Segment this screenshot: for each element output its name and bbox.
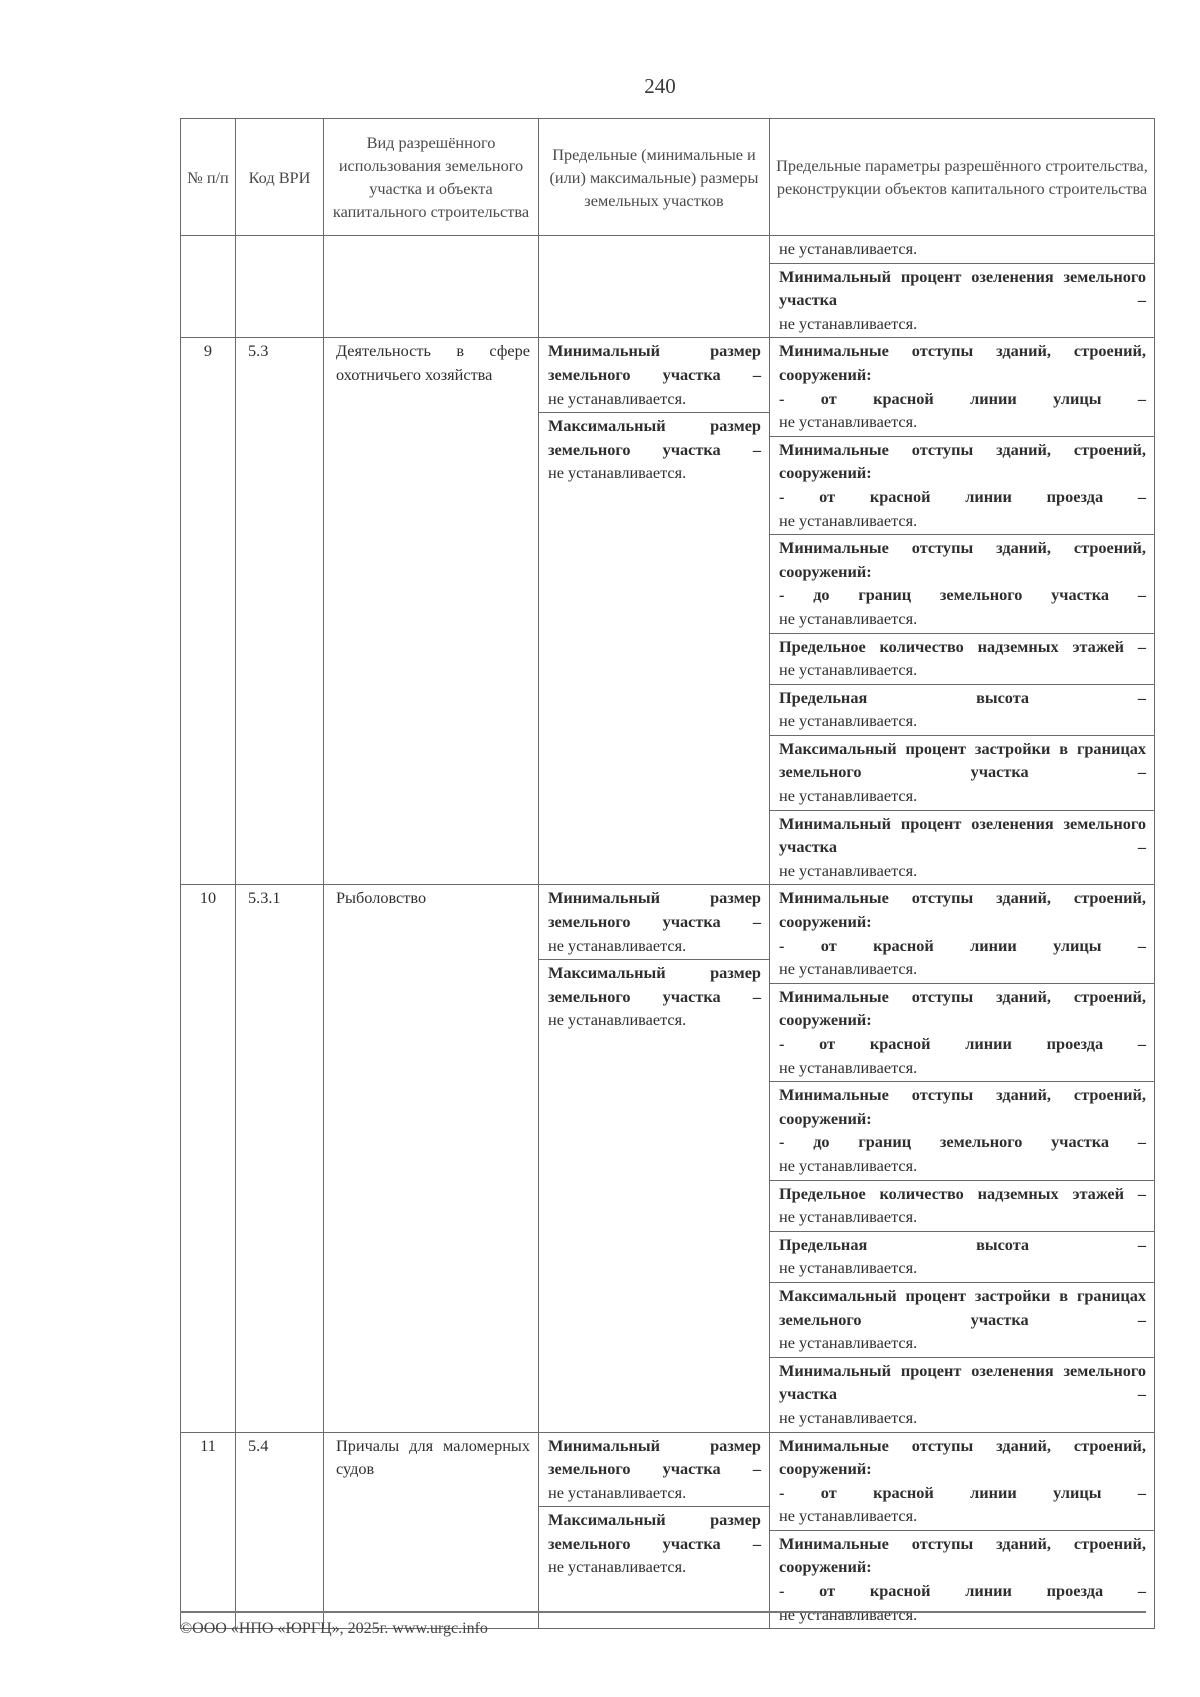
row-use-name: Рыболовство	[336, 888, 427, 908]
param-sublabel: - от красной линии улицы –	[779, 1482, 1146, 1502]
param-value: не устанавливается.	[779, 412, 918, 432]
size-block	[539, 338, 769, 412]
table-row	[181, 1432, 1155, 1629]
table-row	[181, 338, 1155, 885]
size-label: Минимальный размер земельного участка –	[548, 1435, 761, 1479]
param-block	[770, 338, 1154, 435]
param-label: Минимальные отступы зданий, строений, сооружений:	[779, 538, 1146, 581]
param-value: не устанавливается.	[779, 510, 918, 530]
header-plot-sizes: Предельные (минимальные и (или) максимальные) размеры земельных участков	[539, 119, 770, 236]
param-sublabel: - от красной линии улицы –	[779, 388, 1146, 408]
param-label: Минимальный процент озеленения земельного участка –	[779, 266, 1146, 310]
param-label: Предельное количество надземных этажей –	[779, 636, 1146, 656]
param-value: не устанавливается.	[779, 1258, 918, 1278]
param-value: не устанавливается.	[779, 1407, 918, 1427]
header-build-params: Предельные параметры разрешённого строительства, реконструкции объектов капитального строительства	[770, 119, 1155, 236]
size-block	[539, 885, 769, 959]
param-value: не устанавливается.	[779, 1057, 918, 1077]
param-block	[770, 1357, 1154, 1432]
continuation-name-cell	[324, 236, 539, 338]
param-label: Предельное количество надземных этажей –	[779, 1183, 1146, 1203]
size-label: Минимальный размер земельного участка –	[548, 888, 761, 932]
page-number: 240	[644, 74, 676, 98]
header-use-type: Вид разрешённого использования земельного участка и объекта капитального строительства	[324, 119, 539, 236]
row-number-cell: 9	[181, 338, 236, 885]
param-value: не устанавливается.	[779, 1506, 918, 1526]
row-params-cell	[770, 338, 1155, 885]
land-use-table	[180, 118, 1155, 1629]
param-label: Минимальные отступы зданий, строений, сооружений:	[779, 1085, 1146, 1128]
param-value: не устанавливается.	[779, 1333, 918, 1353]
param-label: Минимальные отступы зданий, строений, сооружений:	[779, 888, 1146, 932]
row-code-cell: 5.3.1	[236, 885, 324, 1432]
param-label: Максимальный процент застройки в границах земельного участка –	[779, 1285, 1146, 1329]
size-value: не устанавливается.	[548, 388, 687, 408]
param-block	[770, 1231, 1154, 1282]
param-block	[770, 1180, 1154, 1231]
size-value: не устанавливается.	[548, 1557, 687, 1577]
size-label: Максимальный размер земельного участка –	[548, 963, 761, 1006]
row-use-name: Причалы для маломерных судов	[336, 1435, 530, 1479]
param-block	[770, 534, 1154, 632]
footer-copyright: ©ООО «НПО «ЮРГЦ», 2025г. www.urgc.info	[180, 1620, 488, 1637]
size-value: не устанавливается.	[548, 1010, 687, 1030]
param-block	[770, 1433, 1154, 1530]
continuation-number-cell	[181, 236, 236, 338]
param-label: Минимальные отступы зданий, строений, сооружений:	[779, 1533, 1146, 1577]
param-block	[770, 1530, 1154, 1628]
row-use-name: Деятельность в сфере охотничьего хозяйства	[336, 341, 530, 384]
header-number: № п/п	[181, 119, 236, 236]
row-sizes-cell	[539, 1432, 770, 1629]
param-value: не устанавливается.	[779, 608, 918, 628]
param-value: не устанавливается.	[779, 711, 918, 731]
row-params-cell	[770, 885, 1155, 1432]
param-sublabel: - от красной линии проезда –	[779, 1581, 1146, 1601]
param-block	[770, 885, 1154, 982]
param-label: Минимальные отступы зданий, строений, сооружений:	[779, 341, 1146, 384]
param-value: не устанавливается.	[779, 1207, 918, 1227]
size-value: не устанавливается.	[548, 463, 687, 483]
param-block	[770, 436, 1154, 534]
table-row	[181, 885, 1155, 1432]
param-block	[770, 1081, 1154, 1179]
row-code-cell: 5.4	[236, 1432, 324, 1629]
size-label: Минимальный размер земельного участка –	[548, 341, 761, 384]
param-sublabel: - от красной линии улицы –	[779, 935, 1146, 955]
size-block	[539, 412, 769, 487]
param-sublabel: - от красной линии проезда –	[779, 1034, 1146, 1053]
param-value: не устанавливается.	[779, 313, 918, 333]
row-use-name-cell	[324, 885, 539, 1432]
param-label: Минимальные отступы зданий, строений, сооружений:	[779, 1435, 1146, 1479]
param-label: Минимальные отступы зданий, строений, сооружений:	[779, 986, 1146, 1030]
size-value: не устанавливается.	[548, 1482, 687, 1502]
param-block	[770, 983, 1154, 1081]
footer-divider	[180, 1611, 1146, 1613]
param-label: Предельная высота –	[779, 687, 1146, 707]
param-label: Минимальные отступы зданий, строений, сооружений:	[779, 439, 1146, 483]
param-value: не устанавливается.	[779, 1604, 918, 1624]
param-value: не устанавливается.	[779, 860, 918, 880]
continuation-params-cell	[770, 236, 1155, 338]
size-label: Максимальный размер земельного участка –	[548, 1510, 761, 1553]
continuation-sizes-cell	[539, 236, 770, 338]
param-value: не устанавливается.	[779, 786, 918, 806]
continuation-row	[181, 236, 1155, 338]
param-sublabel: - до границ земельного участка –	[779, 1132, 1146, 1152]
param-label: Минимальный процент озеленения земельного участка –	[779, 1360, 1146, 1404]
param-value: не устанавливается.	[779, 660, 918, 680]
param-block	[770, 1282, 1154, 1357]
param-label: Максимальный процент застройки в границах земельного участка –	[779, 738, 1146, 782]
row-use-name-cell	[324, 1432, 539, 1629]
row-number-cell: 10	[181, 885, 236, 1432]
row-sizes-cell	[539, 338, 770, 885]
param-block	[770, 735, 1154, 810]
param-label: Минимальный процент озеленения земельного участка –	[779, 813, 1146, 857]
row-params-cell	[770, 1432, 1155, 1629]
param-sublabel: - от красной линии проезда –	[779, 486, 1146, 506]
size-block	[539, 959, 769, 1034]
param-value: не устанавливается.	[779, 959, 918, 979]
table-body	[181, 236, 1155, 1629]
size-block	[539, 1506, 769, 1581]
size-label: Максимальный размер земельного участка –	[548, 416, 761, 459]
row-use-name-cell	[324, 338, 539, 885]
size-block	[539, 1433, 769, 1507]
param-block	[770, 236, 1154, 263]
row-sizes-cell	[539, 885, 770, 1432]
param-block	[770, 263, 1154, 338]
param-sublabel: - до границ земельного участка –	[779, 585, 1146, 605]
row-number-cell: 11	[181, 1432, 236, 1629]
header-code: Код ВРИ	[236, 119, 324, 236]
param-block	[770, 684, 1154, 735]
table-header-row	[181, 119, 1155, 236]
param-label: Предельная высота –	[779, 1234, 1146, 1254]
size-value: не устанавливается.	[548, 935, 687, 955]
param-value: не устанавливается.	[779, 1155, 918, 1175]
param-block	[770, 810, 1154, 885]
continuation-code-cell	[236, 236, 324, 338]
param-block	[770, 633, 1154, 684]
row-code-cell: 5.3	[236, 338, 324, 885]
param-value: не устанавливается.	[779, 239, 918, 258]
